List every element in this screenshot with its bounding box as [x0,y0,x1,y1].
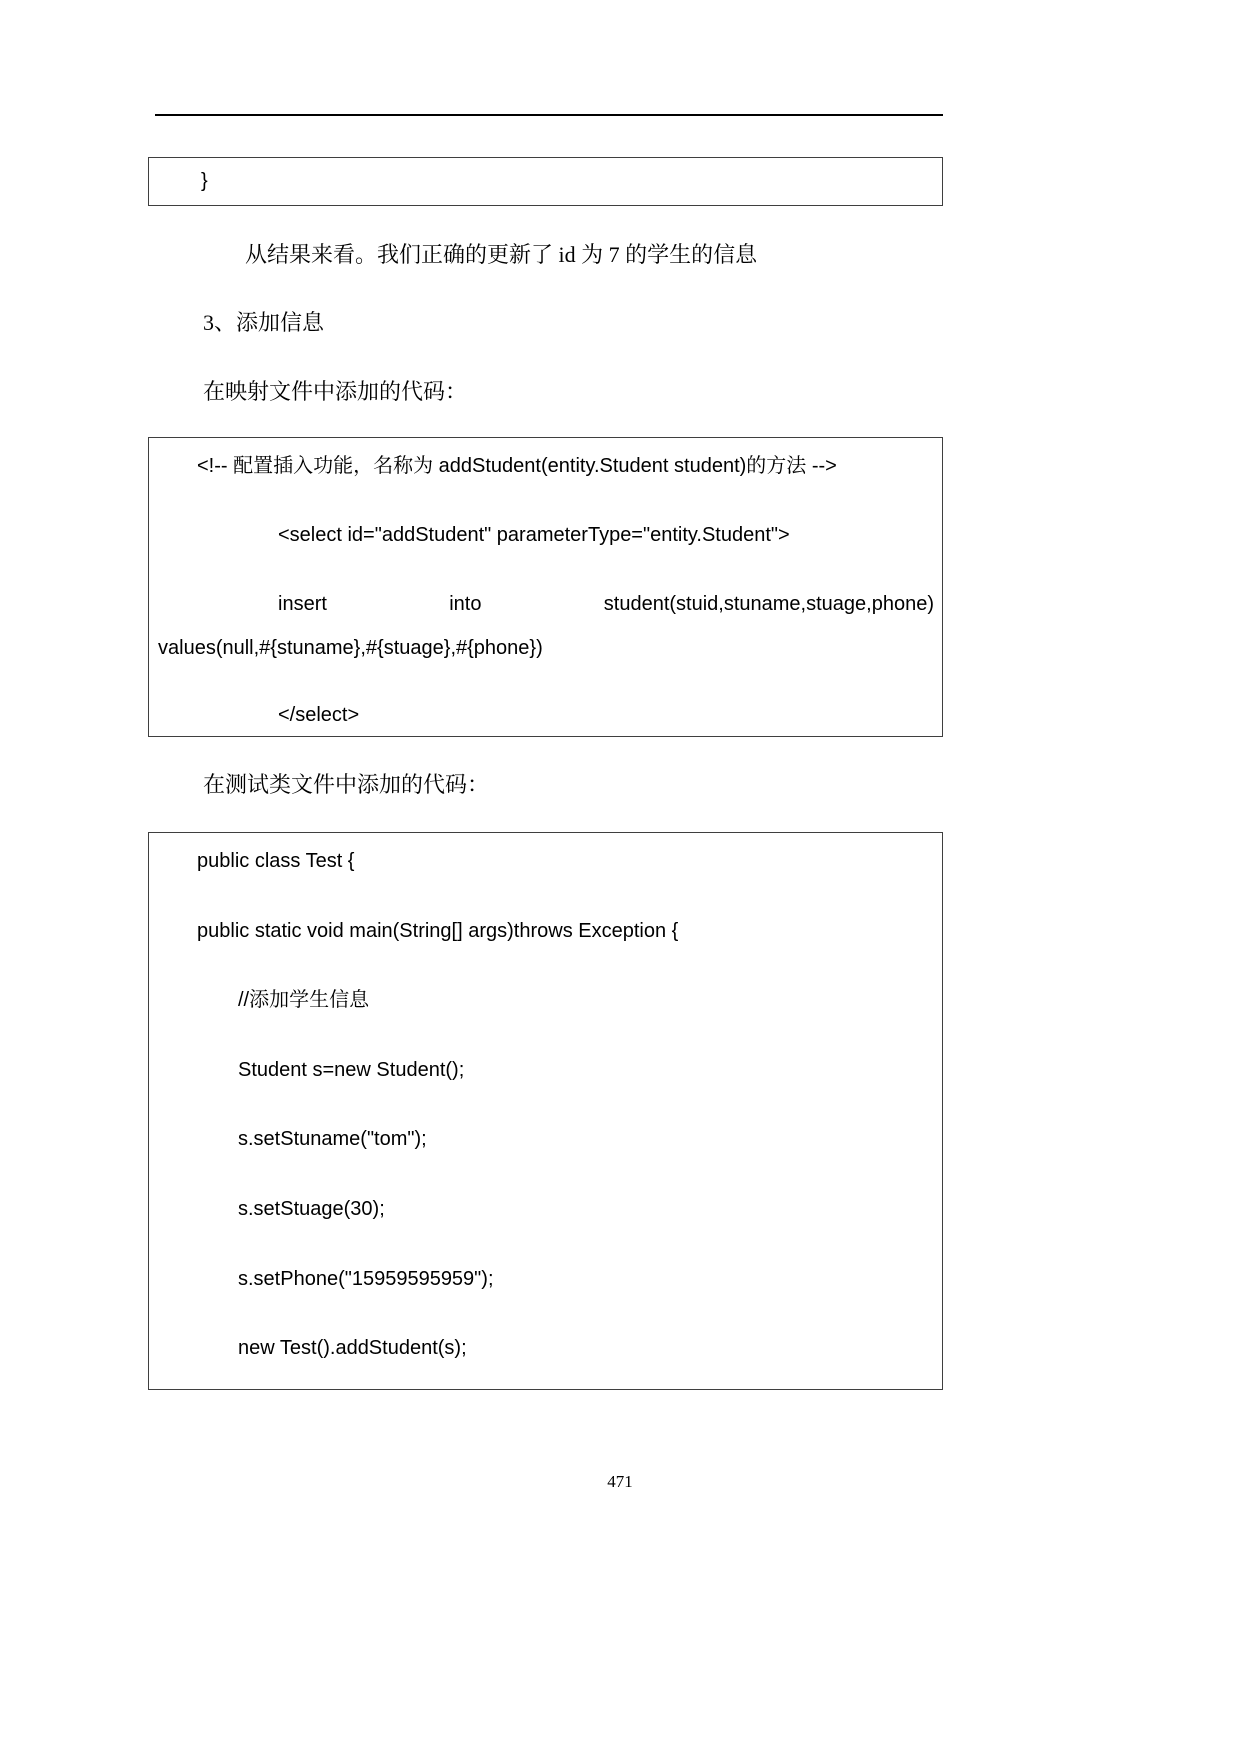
section-heading: 3、添加信息 [203,310,325,335]
insert-token: insert [278,593,327,615]
closing-brace-box [148,157,943,206]
test-code-line: s.setStuname("tom"); [238,1128,427,1150]
mapper-comment-line: <!-- 配置插入功能，名称为 addStudent(entity.Student student)的方法 --> [197,455,837,477]
result-note-paragraph: 从结果来看。我们正确的更新了 id 为 7 的学生的信息 [245,242,758,267]
test-code-line: s.setPhone("15959595959"); [238,1268,494,1290]
test-code-line: public static void main(String[] args)throws Exception { [197,920,679,942]
mapper-select-close-line: </select> [278,704,360,726]
mapper-values-line: values(null,#{stuname},#{stuage},#{phone}) [158,637,543,659]
page-number: 471 [607,1472,633,1491]
test-code-line: public class Test { [197,850,355,872]
mapper-insert-line [278,590,934,618]
header-rule [155,114,943,116]
test-intro-paragraph: 在测试类文件中添加的代码： [203,772,490,797]
test-code-line: //添加学生信息 [238,989,370,1011]
student-columns-token: student(stuid,stuname,stuage,phone) [603,593,934,615]
mapper-select-open-line: <select id="addStudent" parameterType="entity.Student"> [278,524,790,546]
test-code-line: new Test().addStudent(s); [238,1337,467,1359]
test-code-line: s.setStuage(30); [238,1198,385,1220]
test-code-line: Student s=new Student(); [238,1059,465,1081]
into-token: into [449,593,482,615]
mapper-intro-paragraph: 在映射文件中添加的代码： [203,379,468,404]
test-code-box [148,832,943,1390]
closing-brace-text: } [201,170,208,192]
mapper-code-box [148,437,943,737]
